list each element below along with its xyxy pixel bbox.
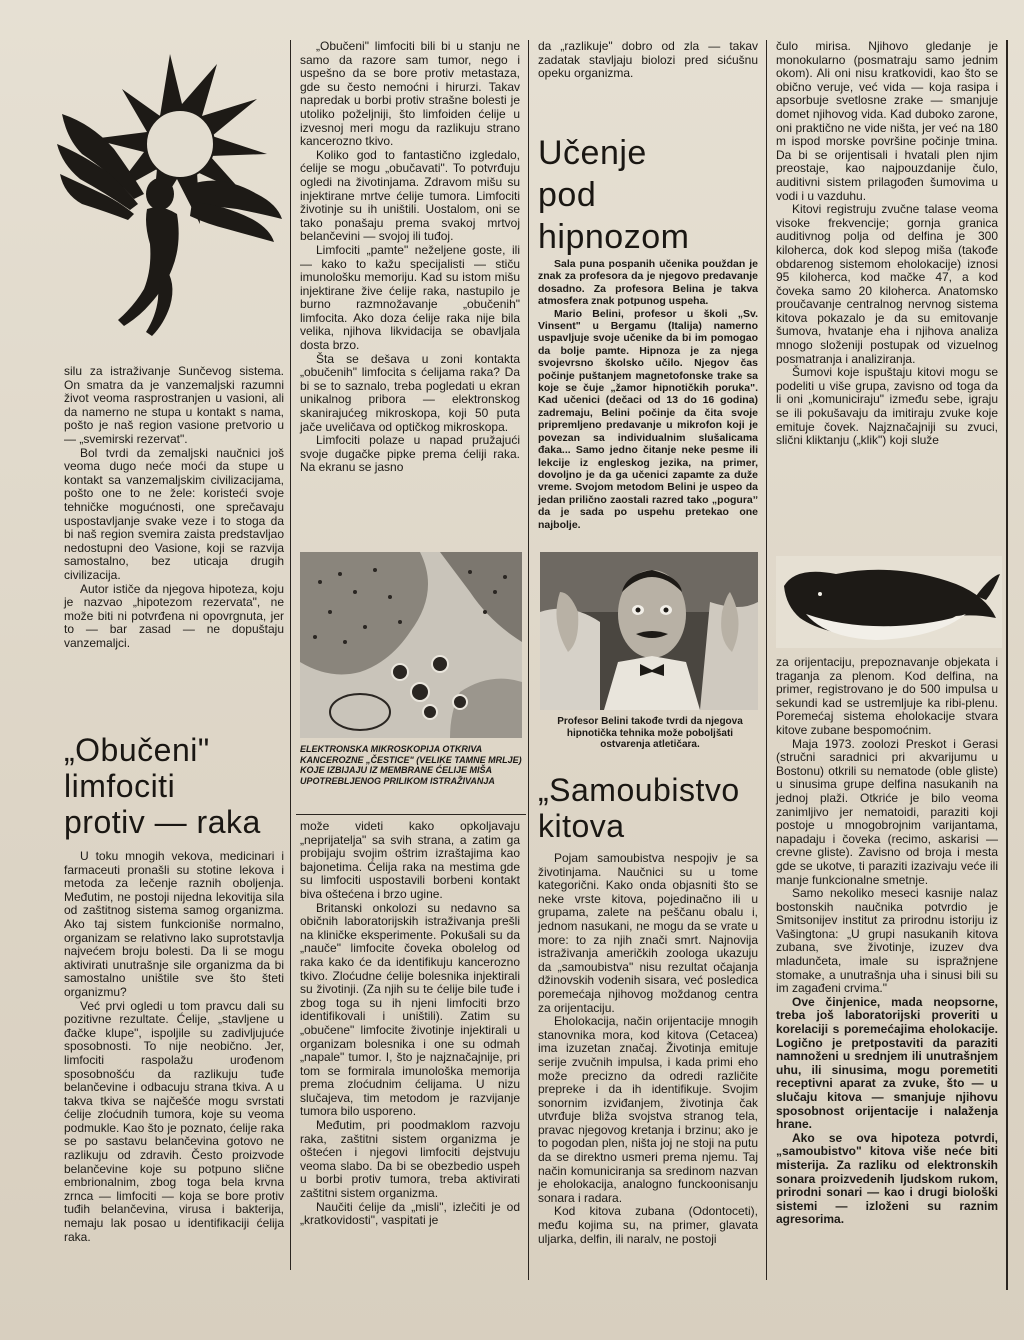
headline-line: „Obučeni" xyxy=(64,732,210,768)
paragraph: Limfociti „pamte" neželjene goste, ili — kako to kažu specijalisti — stiču imunološku memoriju. Kad su istom mišu injektirane žive ćelije raka, nastupilo je burno razmnožavanje „obučenih" limfocita. Ako doza ćelije raka nije bila velika, njihova likvidacija se obavljala dosta brzo. xyxy=(300,242,520,353)
paragraph: Sala puna pospanih učenika použdan je znak za profesora da je njegovo predavanje dosadno. Za profesora Belina je takva atmosfera znak potpunog uspeha. xyxy=(538,258,758,308)
paragraph: Kod kitova zubana (Odontoceti), među kojima su, na primer, glavata uljarka, delfin, ili naralv, ne postoji xyxy=(538,1204,758,1246)
paragraph: da „razlikuje" dobro od zla — takav zadatak stavljaju biolozi pred sićušnu opeku organizma. xyxy=(538,39,758,81)
headline-line: „Samoubistvo xyxy=(538,772,740,808)
sun-figure-illustration xyxy=(52,44,284,344)
paragraph: Pojam samoubistva nespojiv je sa životinjama. Naučnici su u tome kategorični. Kako onda objasniti što se neke vrste kitova, pojedinačno ili u grupama, zalete na peščanu obalu i, jednom nasukani, ne mogu da se vrate u more: to za njih znači smrt. Najnovija istraživanja američkih zoologa ukazuju da „samoubistva" nisu rezultat očajanja džinovskih vodenih sisara, već posledica poremećaja njihovog moždanog centra za orijentaciju. xyxy=(538,851,758,1015)
paragraph: Limfociti polaze u napad pružajući svoje dugačke pipke prema ćeliji raka. Na ekranu se jasno xyxy=(300,433,520,475)
paragraph: Samo nekoliko meseci kasnije nalaz bostonskih naučnika potvrdio je Smitsonijev institut za prirodnu istoriju iz Vašingtona: „U grupi nasukanih kitova zubana, sve životinje, izuzev dva mladunčeta, imale su ispražnjene stomake, a unutrašnja uha i sinusi bili su im zagađeni crvima." xyxy=(776,886,998,996)
paragraph: Ako se ova hipoteza potvrdi, „samoubistvo" kitova više neće biti misterija. Za razliku od elektronskih sonara proizvedenih ljudskom rukom, prirodni sonari — kao i drugi biološki sistemi — izloženi su raznim agresorima. xyxy=(776,1130,998,1227)
paragraph: Naučiti ćelije da „misli", izlečiti je od „kratkovidosti", vaspitati je xyxy=(300,1199,520,1228)
paragraph: U toku mnogih vekova, medicinari i farmaceuti pronašli su stotine lekova i metoda za lečenje raznih oboljenja. Međutim, ne postoji nijedna lekovitija sila od zaštitnog sistema samog organizma. Ako taj sistem funkcioniše normalno, organizam se relativno lako suprotstavlja najvećem broju bolesti. Da li se mogu aktivirati unutrašnje sile organizma da bi samostalno uništile sve što šteti organizmu? xyxy=(64,849,284,999)
caption-rule xyxy=(296,814,526,815)
headline-hipnoza xyxy=(538,132,758,258)
paragraph: Međutim, pri poodmaklom razvoju raka, zaštitni sistem organizma je oštećen i njegovi limfociti dejstvuju veoma slabo. Da bi se obezbedio uspeh u borbi protiv tumora, treba aktivirati zaštitni sistem organizma. xyxy=(300,1118,520,1201)
belini-caption-box xyxy=(548,716,752,751)
column-2-bottom xyxy=(300,820,520,1228)
headline-kitovi xyxy=(538,772,763,844)
paragraph: Bol tvrdi da zemaljski naučnici još veoma dugo neće moći da stupe u kontakt sa vanzemaljskim civilizacijama, pošto one to ne žele: koristeći svoje tehničke mogućnosti, one sprečavaju uspostavljanje svake veze i to stoga da bi naš region svemira zaista predstavljao nedostupni deo Vasione, koji se razvija samostalno, bez uticaja drugih civilizacija. xyxy=(64,445,284,582)
paragraph: Ove činjenice, mada neopsorne, treba još laboratorijski proveriti u korelaciji s poremećajima eholokacije. Logično je pretpostaviti da paraziti namnoženi u srednjem ili unutrašnjem uhu, ili sinusima, mogu poremetiti receptivni aparat za zvuke, što — u slučaju kitova — smanjuje njihovu sposobnost orijentacije i nalaženja hrane. xyxy=(776,994,998,1132)
column-1-bottom xyxy=(64,850,284,1244)
microscopy-caption-box xyxy=(300,744,522,786)
paragraph: Mario Belini, profesor u školi „Sv. Vinsent" u Bergamu (Italija) namerno uspavljuje svoje učenike da bi im pomogao da bolje pamte. Hipnoza je za njega svojevrsno školsko učilo. Njegov čas počinje puštanjem magnetofonske trake sa koje se čuje „žamor hipnotičkih poruka". Kad učenici (dečaci od 13 do 16 godina) zadremaju, Belini počinje da čita svoje pripremljeno predavanje u mikrofon koji je povezan sa individualnim slušalicama đaka... Samo jedno čitanje neke pesme ili lekcije iz engleskog jezika, na primer, dovoljno je da ga učenici zapamte za duže vreme. Svojom metodom Belini je uspeo da jedan prilično zaostali razred tako „poguraˮ da je sada po uspehu pretekao one najbolje. xyxy=(538,307,758,531)
paragraph: silu za istraživanje Sunčevog sistema. On smatra da je vanzemaljski razumni život veoma rasprostranjen u vasioni, ali da namerno ne stupa u kontakt s nama, pošto je naš region vasione pretvorio u — „svemirski rezervat". xyxy=(64,364,284,446)
column-1-top xyxy=(64,365,284,650)
page-edge-rule xyxy=(1006,40,1008,1290)
headline-limfociti xyxy=(64,732,289,840)
headline-line: Učenje xyxy=(538,134,647,172)
paragraph: za orijentaciju, prepoznavanje objekata i traganja za plenom. Kod delfina, na primer, registrovano je do 500 impulsa u sekundi kad se ustremljuje ka ribi-plenu. Poremećaj sistema eholokacije stvara kitove zubane bespomoćnim. xyxy=(776,655,998,737)
column-rule xyxy=(290,40,291,1270)
paragraph: „Obučeni" limfociti bili bi u stanju ne samo da razore sam tumor, nego i uspešno da se bore protiv metastaza, gde su često nemoćni i hirurzi. Takav napredak u borbi protiv strašne bolesti je utoliko poželjniji, što limfoiden ćelije u izvesnoj meri mogu da razlikuju strano kancerozno tkivo. xyxy=(300,39,520,149)
paragraph: Britanski onkolozi su nedavno sa običnih laboratorijskih istraživanja prešli na kliničke eksperimente. Pokušali su da „nauče" limfocite čoveka obolelog od raka kako će da identifikuju kancerozno tkivo. Zloćudne ćelije bolesnika injektirali su životinji. (Za njih su te ćelije bile tuđe i zbog toga su ih njeni limfociti brzo identifikovali i uništili). Zatim su „obučene" limfocite životinje injektirali u organizam bolesnika i one su odmah „napale" tumor. I, što je najznačajnije, pri tom se formirala imunološka memorija prema zloćudnim ćelijama. U nizu slučajeva, tim metodom je razvijanje tumora bilo usporeno. xyxy=(300,900,520,1119)
paragraph: čulo mirisa. Njihovo gledanje je monokularno (posmatraju samo jednim okom). Ali oni nisu kratkovidi, kao što se obično veruje, već vida — koja rasipa i apsorbuje svetlosne zrake — smanjuje domet njihovog vida. Kad duboko zarone, oni praktično ne vide ništa, jer već na 180 m ispod morske površine počinje tmina. Da bi se orijentisali i hvatali plen njim preostaje, kao najpouzdanije čulo, auditivni sistem prilagođen šumovima u vodi i u vazduhu. xyxy=(776,39,998,203)
paragraph: Maja 1973. zoolozi Preskot i Gerasi (stručni saradnici pri akvarijumu u Bostonu) otkrili su nematode (oble gliste) u sinusima grupe delfina nasukanih na jednoj plaži. Otkriće je bilo veoma zanimljivo jer nematoidi, paraziti koji postoje u mnogobrojnim varijantama, napadaju i čoveka (recimo, askarisi — crevne gliste). Zavisno od broja i mesta gde se ukotve, ti paraziti izazivaju veće ili manje funkcionalne smetnje. xyxy=(776,736,998,887)
paragraph: Eholokacija, način orijentacije mnogih stanovnika mora, kod kitova (Cetacea) ima izuzetan značaj. Životinja emituje serije zvučnih impulsa, i kada primi eho može precizno da odredi različite prepreke i da ih identifikuje. Svojim sonornim izviđanjem, životinja čak utvrđuje bliža svojstva stranog tela, pravac njegovog kretanja i brzinu; ako je to pogodan plen, ništa joj ne stoji na putu da se direktno usmeri prema njemu. Taj način komuniciranja sa sredinom nazvan je eholokacija, analogno funckoonisanju sonara i radara. xyxy=(538,1014,758,1205)
column-2-top xyxy=(300,40,520,475)
column-3-top xyxy=(538,40,758,81)
paragraph: Šta se dešava u zoni kontakta „obučenih" limfocita s ćelijama raka? Da bi se to saznalo, treba pogledati u ekran unikalnog pribora — elektronskog skanirajućeg mikroskopa, koji 50 puta jače uveličava od optičkog mikroskopa. xyxy=(300,351,520,434)
column-rule xyxy=(528,40,529,1280)
column-4-bottom xyxy=(776,656,998,1227)
paragraph: Autor ističe da njegova hipoteza, koju je nazvao „hipotezom rezervata", ne može biti ni potvrđena ni opovrgnuta, jer to — bar zasad — ne dopuštaju vanzemaljci. xyxy=(64,581,284,650)
paragraph: Šumovi koje ispuštaju kitovi mogu se podeliti u više grupa, zavisno od toga da li oni „komuniciraju" između sebe, igraju se ili pokušavaju da imitiraju zvuke koje emituje čovek. Najznačajniji su zvuci, slični kliktanju („klik") koji služe xyxy=(776,365,998,448)
paragraph: može videti kako opkoljavaju „neprijatelja" sa svih strana, a zatim ga probijaju svojim oštrim izraštajima kao bajonetima. Ćelija raka na mestima gde su limfociti uspostavili borbeni kontakt biva oštećena i brzo ugine. xyxy=(300,819,520,901)
column-rule xyxy=(766,40,767,1280)
paragraph: Kitovi registruju zvučne talase veoma visoke frekvencije; gornja granica auditivnog polja od delfina je 300 kiloherca, dok kod slepog miša (takođe obdarenog sistemom eholokacije) iznosi 95 kiloherca, kod mačke 47, a kod čoveka samo 20 kiloherca. Anatomsko proučavanje centralnog nervnog sistema kitova pokazalo je da su emitovanje šumova, hvatanje eha i njihova analiza mnogo složeniji postupak od vizuelnog posmatranja i analiziranja. xyxy=(776,202,998,366)
headline-line: kitova xyxy=(538,808,625,844)
microscopy-photo xyxy=(300,552,522,738)
paragraph: Koliko god to fantastično izgledalo, ćelije se mogu „obučavati". To potvrđuju ogledi na životinjama. Zdravom mišu su injektirane mrtve ćelije tumora. Limfociti životinje su ih uništili. Uostalom, oni se tako ponašaju prema svakoj mrtvoj belančevini — svojoj ili tuđoj. xyxy=(300,147,520,244)
headline-line: hipnozom xyxy=(538,218,690,256)
column-4-top xyxy=(776,40,998,448)
belini-photo xyxy=(540,552,758,710)
photo-caption: Profesor Belini takođe tvrdi da njegova hipnotička tehnika može poboljšati ostvarenja atletičara. xyxy=(557,716,743,750)
hipnoza-lead xyxy=(538,258,758,531)
whale-illustration xyxy=(776,556,1002,648)
column-3-bottom xyxy=(538,852,758,1246)
paragraph: Već prvi ogledi u tom pravcu dali su pozitivne rezultate. Ćelije, „stavljene u đačke klupe", ispoljile su zadivljujuće sposobnosti. To nije neobično. Jer, limfociti raspolažu urođenom sposobnošću da razlikuju tuđe belančevine i odbacuju strana tkiva. A u takva tkiva se najčešće mogu svrstati ćelije zloćudnih tumora, koje su veoma podmukle. Kao što je poznato, ćelije raka se po sastavu belančevina gotovo ne razlikuju od zdravih. Često proizvode belančevine koje su potpuno slične embrionalnim, zbog toga bela krvna zrnca — limfociti — koja se bore protiv tuđih belančevina, virusa i bakterija, nemaju lak posao u identifikaciji ćelija raka. xyxy=(64,998,284,1244)
headline-line: pod xyxy=(538,176,597,214)
headline-line: protiv — raka xyxy=(64,804,261,840)
headline-line: limfociti xyxy=(64,768,176,804)
photo-caption: ELEKTRONSKA MIKROSKOPIJA OTKRIVA KANCEROZNE „ČESTICE" (VELIKE TAMNE MRLJE) KOJE IZBIJAJU IZ MEMBRANE ĆELIJE MIŠA UPOTREBLJENOG PRILIKOM ISTRAŽIVANJA xyxy=(300,744,522,786)
